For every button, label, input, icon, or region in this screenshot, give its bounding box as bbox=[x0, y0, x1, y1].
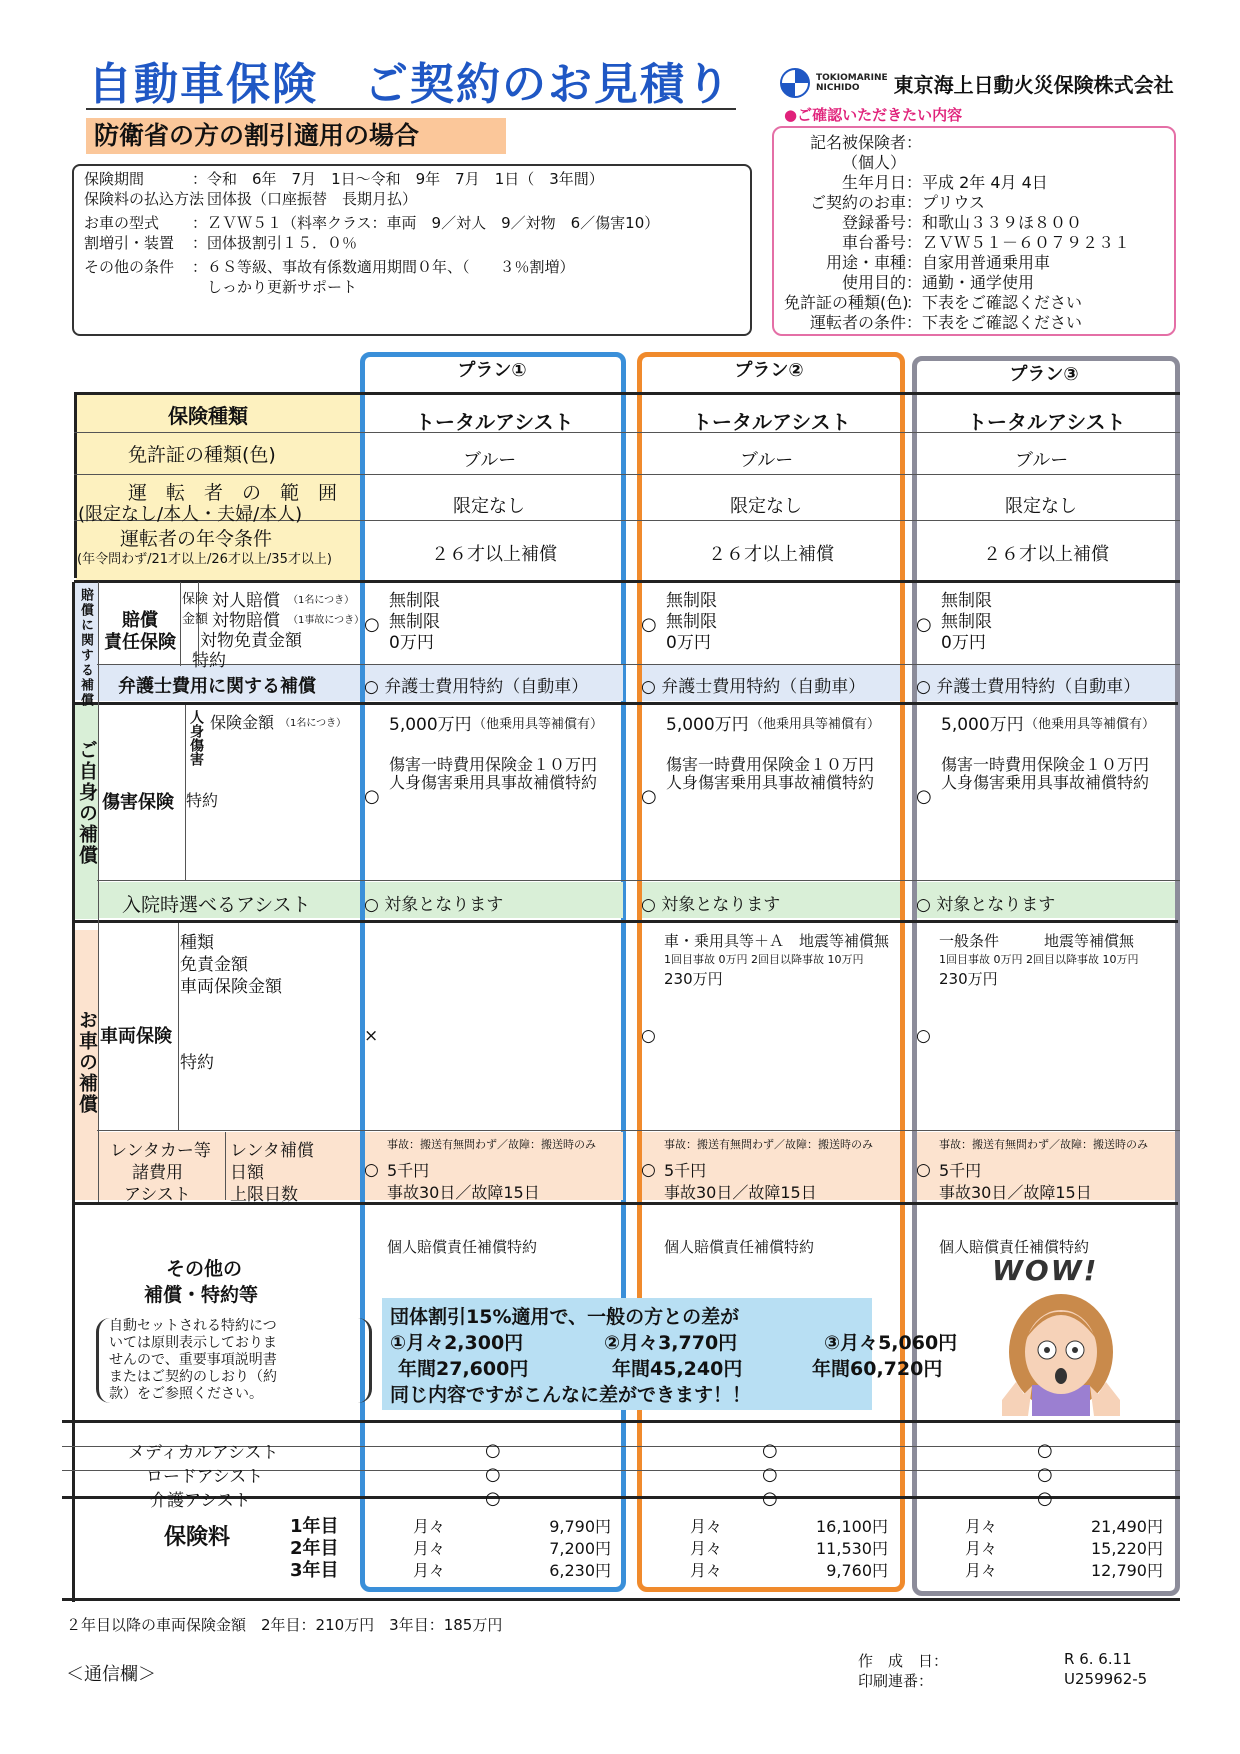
company-name: 東京海上日動火災保険株式会社 bbox=[893, 72, 1174, 97]
plan-per: 月々 bbox=[965, 1539, 998, 1558]
plan-scope: 限定なし bbox=[1005, 496, 1077, 517]
plan-rental-mark: ○ bbox=[916, 1160, 931, 1180]
plan-premium-2: 15,220円 bbox=[1091, 1539, 1163, 1558]
plan-rental-limit: 事故30日／故障15日 bbox=[387, 1183, 540, 1202]
table-border bbox=[72, 702, 1178, 705]
col-line bbox=[180, 582, 181, 666]
plan-rental-limit: 事故30日／故障15日 bbox=[664, 1183, 817, 1202]
plan-kaigo: ○ bbox=[1037, 1488, 1053, 1509]
plan-amount-note: （他乗用具等補償有） bbox=[473, 717, 604, 732]
plan-rental-day: 5千円 bbox=[387, 1161, 430, 1180]
policy-info-key: 保険期間 bbox=[84, 170, 145, 188]
plan-scope: 限定なし bbox=[730, 496, 802, 517]
promo-b1: 年間27,600円 bbox=[398, 1358, 529, 1380]
created-label: 作 成 日： bbox=[858, 1652, 949, 1670]
plan-per: 月々 bbox=[965, 1561, 998, 1580]
policy-info-key: その他の条件 bbox=[84, 258, 175, 276]
policy-info-key: 割増引・装置 bbox=[84, 234, 175, 252]
label-bengoshi: 弁護士費用に関する補償 bbox=[118, 676, 316, 697]
label-premium: 保険料 bbox=[164, 1525, 231, 1550]
plan-medical: ○ bbox=[1037, 1440, 1053, 1461]
label-liab2: 責任保険 bbox=[104, 632, 176, 653]
confirm-value: ：ＺＶＷ５１－６０７９２３１ bbox=[906, 233, 1131, 252]
plan-shougai-mark: ○ bbox=[641, 786, 657, 807]
policy-info-box bbox=[72, 164, 752, 336]
plan-taibutsu: 無制限 bbox=[389, 612, 440, 632]
plan-license: ブルー bbox=[1015, 450, 1069, 471]
plan-road: ○ bbox=[762, 1464, 778, 1485]
plan-liab-mark: ○ bbox=[641, 614, 657, 635]
policy-info-row bbox=[84, 212, 659, 233]
label-sharyo: 車両保険 bbox=[100, 1026, 172, 1047]
plan-shougai-t2: 人身傷害乗用具事故補償特約 bbox=[389, 773, 598, 792]
label-liab: 賠償 bbox=[122, 610, 158, 631]
footer-note: ２年目以降の車両保険金額 2年目：210万円 3年目：185万円 bbox=[66, 1616, 503, 1634]
plan-age: ２６才以上補償 bbox=[983, 544, 1109, 565]
plan-premium-2: 7,200円 bbox=[549, 1539, 611, 1558]
plan-per: 月々 bbox=[413, 1539, 446, 1558]
confirm-value: ：自家用普通乗用車 bbox=[906, 253, 1051, 272]
label-other1: その他の bbox=[166, 1258, 243, 1280]
other-note-line: いては原則表示しておりま bbox=[109, 1335, 277, 1351]
plan-amount: 5,000万円 bbox=[389, 715, 472, 735]
label-year2: 2年目 bbox=[290, 1538, 339, 1559]
plan-bengoshi: ○ 弁護士費用特約（自動車） bbox=[364, 677, 589, 697]
label-taibutsu-note: （1事故につき） bbox=[288, 615, 365, 626]
confirm-value: ：通勤・通学使用 bbox=[906, 273, 1035, 292]
table-border bbox=[62, 1420, 1180, 1423]
plan-amount-note: （他乗用具等補償有） bbox=[1025, 717, 1156, 732]
plan-type: トータルアシスト bbox=[415, 410, 574, 434]
label-insurance-type: 保険種類 bbox=[168, 404, 248, 428]
label-license-color: 免許証の種類(色) bbox=[128, 444, 276, 466]
label-tokuyaku3: 特約 bbox=[180, 1053, 214, 1073]
label-kingaku: 金額 bbox=[182, 612, 209, 627]
plan-menseki: 0万円 bbox=[389, 633, 434, 653]
confirm-key: 車台番号 bbox=[841, 233, 906, 252]
other-note-line: 款）をご参照ください。 bbox=[109, 1386, 263, 1402]
plan-shougai-t1: 傷害一時費用保険金１０万円 bbox=[389, 755, 598, 774]
plan-car-deduct: 1回目事故 0万円 2回目以降事故 10万円 bbox=[664, 953, 864, 966]
plan-shougai-mark: ○ bbox=[364, 786, 380, 807]
label-car-side: お車の補償 bbox=[76, 1010, 98, 1115]
label-hoken-kingaku: 保険金額 bbox=[210, 713, 275, 732]
plan-rental-mark: ○ bbox=[641, 1160, 656, 1180]
promo-a1: ①月々2,300円 bbox=[390, 1332, 524, 1354]
plan-premium-3: 9,760円 bbox=[826, 1561, 888, 1580]
table-border bbox=[74, 392, 1180, 395]
label-taibutsu: 対物賠償 bbox=[212, 611, 280, 631]
plan-other: 個人賠償責任補償特約 bbox=[387, 1238, 538, 1256]
plan-premium-1: 16,100円 bbox=[816, 1517, 888, 1536]
company-logo bbox=[780, 68, 1174, 98]
promo-b2: 年間45,240円 bbox=[612, 1358, 743, 1380]
label-shurui: 種類 bbox=[180, 933, 214, 953]
label-tokuyaku: 特約 bbox=[192, 651, 226, 671]
confirm-value: ： bbox=[906, 133, 923, 152]
serial-number: U259962-5 bbox=[1064, 1670, 1148, 1688]
plan-medical: ○ bbox=[485, 1440, 501, 1461]
policy-info-value: ：団体扱（口座振替 長期月払） bbox=[192, 190, 418, 208]
page-subtitle: 防衛省の方の割引適用の場合 bbox=[86, 118, 506, 154]
label-nichigaku: 日額 bbox=[230, 1163, 264, 1183]
plan-shougai-t1: 傷害一時費用保険金１０万円 bbox=[666, 755, 875, 774]
label-shougai: 傷害保険 bbox=[102, 792, 174, 813]
plan-taibutsu: 無制限 bbox=[941, 612, 992, 632]
promo-b3: 年間60,720円 bbox=[812, 1358, 943, 1380]
label-year3: 3年目 bbox=[290, 1560, 339, 1581]
plan-other: 個人賠償責任補償特約 bbox=[939, 1238, 1090, 1256]
label-medical: メディカルアシスト bbox=[128, 1443, 279, 1463]
label-taijin-note: （1名につき） bbox=[288, 595, 355, 606]
plan-liab-mark: ○ bbox=[364, 614, 380, 635]
table-border bbox=[62, 1598, 1180, 1601]
plan-bengoshi: ○ 弁護士費用特約（自動車） bbox=[641, 677, 866, 697]
confirm-label: ●ご確認いただきたい内容 bbox=[784, 106, 963, 124]
page-title: 自動車保険 ご契約のお見積り bbox=[88, 59, 732, 110]
label-jinshin: 人身傷害 bbox=[188, 710, 204, 766]
plan-car-amount: 230万円 bbox=[939, 970, 998, 988]
label-per-person: （1名につき） bbox=[280, 718, 347, 729]
row-line bbox=[97, 664, 1180, 665]
plan-kaigo: ○ bbox=[485, 1488, 501, 1509]
label-sharyo-kingaku: 車両保険金額 bbox=[180, 977, 282, 997]
plan-menseki: 0万円 bbox=[941, 633, 986, 653]
promo-line4: 同じ内容ですがこんなに差ができます！！ bbox=[390, 1384, 752, 1406]
plan-per: 月々 bbox=[413, 1561, 446, 1580]
label-driver-scope: 運 転 者 の 範 囲 bbox=[128, 482, 338, 504]
confirm-key: 生年月日 bbox=[841, 173, 906, 192]
plan-menseki: 0万円 bbox=[666, 633, 711, 653]
plan-rental-cond: 事故：搬送有無問わず／故障：搬送時のみ bbox=[939, 1138, 1148, 1151]
label-self-side: ご自身の補償 bbox=[76, 740, 98, 866]
label-jogen: 上限日数 bbox=[230, 1185, 298, 1205]
confirm-value: ：平成 2年 4月 4日 bbox=[906, 173, 1048, 192]
plan-license: ブルー bbox=[463, 450, 517, 471]
promo-line1: 団体割引15%適用で、一般の方との差が bbox=[390, 1306, 740, 1328]
label-road: ロードアシスト bbox=[146, 1467, 264, 1487]
confirm-key: ご契約のお車 bbox=[809, 193, 906, 212]
table-border bbox=[74, 580, 1180, 583]
col-line bbox=[178, 923, 179, 1131]
label-age-cond: 運転者の年令条件 bbox=[120, 528, 273, 550]
plan-shougai-t2: 人身傷害乗用具事故補償特約 bbox=[941, 773, 1150, 792]
plan-age: ２６才以上補償 bbox=[431, 544, 557, 565]
policy-info-value: ：令和 6年 7月 1日～令和 9年 7月 1日（ 3年間） bbox=[192, 170, 604, 188]
other-note-line: せんので、重要事項説明書 bbox=[109, 1352, 277, 1368]
other-note-line: 自動セットされる特約につ bbox=[109, 1318, 277, 1334]
label-driver-scope-sub: (限定なし/本人・夫婦/本人) bbox=[78, 504, 303, 525]
plan-type: トータルアシスト bbox=[967, 410, 1126, 434]
plan-premium-2: 11,530円 bbox=[816, 1539, 888, 1558]
plan-label: プラン③ bbox=[1009, 364, 1079, 385]
plan-rental-cond: 事故：搬送有無問わず／故障：搬送時のみ bbox=[664, 1138, 873, 1151]
label-nyuin: 入院時選べるアシスト bbox=[122, 894, 311, 916]
plan-liab-mark: ○ bbox=[916, 614, 932, 635]
label-rental3: アシスト bbox=[124, 1185, 191, 1205]
serial-label: 印刷連番： bbox=[858, 1672, 934, 1690]
label-rental-hosho: レンタ補償 bbox=[230, 1141, 314, 1161]
plan-per: 月々 bbox=[690, 1539, 723, 1558]
plan-rental-day: 5千円 bbox=[664, 1161, 707, 1180]
plan-amount: 5,000万円 bbox=[941, 715, 1024, 735]
label-liab-side: 賠償に関する補償 bbox=[78, 588, 93, 708]
confirm-value: ：和歌山３３９ほ８００ bbox=[906, 213, 1083, 232]
policy-info-key: 保険料の払込方法 bbox=[84, 190, 205, 208]
confirm-key: 免許証の種類(色) bbox=[784, 293, 909, 312]
policy-info-value: ：６Ｓ等級、事故有係数適用期間０年、（ ３％割増） bbox=[192, 258, 575, 276]
plan-rental-cond: 事故：搬送有無問わず／故障：搬送時のみ bbox=[387, 1138, 596, 1151]
table-border bbox=[72, 920, 1178, 923]
promo-a2: ②月々3,770円 bbox=[604, 1332, 738, 1354]
policy-info-row bbox=[84, 232, 357, 253]
plan-car-deduct: 1回目事故 0万円 2回目以降事故 10万円 bbox=[939, 953, 1139, 966]
plan-nyuin: ○ 対象となります bbox=[641, 895, 781, 915]
plan-shougai-t1: 傷害一時費用保険金１０万円 bbox=[941, 755, 1150, 774]
confirm-value: ：下表をご確認ください bbox=[906, 293, 1083, 312]
plan-taijin: 無制限 bbox=[666, 591, 717, 611]
confirm-value: ：プリウス bbox=[906, 193, 985, 212]
label-kaigo: 介護アシスト bbox=[150, 1491, 251, 1511]
plan-car-mark: ○ bbox=[641, 1026, 656, 1046]
label-menseki: 対物免責金額 bbox=[200, 631, 302, 651]
title-rule bbox=[86, 108, 736, 110]
plan-premium-3: 12,790円 bbox=[1091, 1561, 1163, 1580]
comm-label: ＜通信欄＞ bbox=[66, 1664, 156, 1685]
plan-car-mark: ○ bbox=[916, 1026, 931, 1046]
label-tokuyaku2: 特約 bbox=[186, 791, 219, 810]
label-age-cond-sub: (年令問わず/21才以上/26才以上/35才以上) bbox=[77, 552, 332, 567]
plan-label: プラン② bbox=[734, 360, 804, 381]
plan-other: 個人賠償責任補償特約 bbox=[664, 1238, 815, 1256]
confirm-key: 使用目的 bbox=[841, 273, 906, 292]
label-year1: 1年目 bbox=[290, 1516, 339, 1537]
surprised-woman-icon bbox=[1002, 1290, 1120, 1416]
plan-road: ○ bbox=[485, 1464, 501, 1485]
policy-info-value: ：ＺＶＷ５１（料率クラス：車両 9／対人 9／対物 6／傷害10） bbox=[192, 214, 660, 232]
plan-per: 月々 bbox=[965, 1517, 998, 1536]
plan-nyuin: ○ 対象となります bbox=[916, 895, 1056, 915]
logo-text-top: TOKIOMARINE bbox=[816, 73, 888, 83]
plan-bengoshi: ○ 弁護士費用特約（自動車） bbox=[916, 677, 1141, 697]
wow-text: WOW! bbox=[992, 1254, 1099, 1287]
plan-type: トータルアシスト bbox=[692, 410, 851, 434]
plan-per: 月々 bbox=[690, 1517, 723, 1536]
plan-car-type: 一般条件 地震等補償無 bbox=[939, 932, 1135, 950]
label-hoken: 保険 bbox=[182, 592, 209, 607]
plan-medical: ○ bbox=[762, 1440, 778, 1461]
confirm-key: （個人） bbox=[841, 153, 906, 172]
label-taijin: 対人賠償 bbox=[212, 591, 280, 611]
confirm-value: ：下表をご確認ください bbox=[906, 313, 1083, 332]
plan-car-mark: × bbox=[364, 1026, 379, 1046]
plan-car-amount: 230万円 bbox=[664, 970, 723, 988]
row-line bbox=[97, 880, 1180, 881]
confirm-row bbox=[784, 310, 1082, 333]
plan-taijin: 無制限 bbox=[941, 591, 992, 611]
plan-age: ２６才以上補償 bbox=[708, 544, 834, 565]
promo-box bbox=[382, 1298, 872, 1410]
policy-info-row bbox=[84, 256, 575, 277]
plan-amount-note: （他乗用具等補償有） bbox=[750, 717, 881, 732]
plan-amount: 5,000万円 bbox=[666, 715, 749, 735]
col-line bbox=[225, 1132, 226, 1200]
plan-scope: 限定なし bbox=[453, 496, 525, 517]
row-line bbox=[74, 474, 1180, 475]
label-rental1: レンタカー等 bbox=[110, 1141, 211, 1161]
plan-rental-mark: ○ bbox=[364, 1160, 379, 1180]
other-note-line: またはご契約のしおり（約 bbox=[109, 1369, 277, 1385]
policy-info-row bbox=[84, 188, 417, 209]
plan-shougai-mark: ○ bbox=[916, 786, 932, 807]
plan-premium-1: 9,790円 bbox=[549, 1517, 611, 1536]
logo-text-bottom: NICHIDO bbox=[816, 83, 860, 93]
plan-taibutsu: 無制限 bbox=[666, 612, 717, 632]
row-line bbox=[97, 1130, 1180, 1131]
plan-rental-day: 5千円 bbox=[939, 1161, 982, 1180]
tokio-marine-logo-icon bbox=[780, 68, 810, 98]
confirm-box bbox=[772, 126, 1176, 336]
policy-info-key: お車の型式 bbox=[84, 214, 160, 232]
plan-label: プラン① bbox=[457, 360, 527, 381]
confirm-key: 運転者の条件 bbox=[809, 313, 906, 332]
promo-a3: ③月々5,060円 bbox=[824, 1332, 958, 1354]
plan-license: ブルー bbox=[740, 450, 794, 471]
plan-premium-3: 6,230円 bbox=[549, 1561, 611, 1580]
policy-info-row bbox=[84, 168, 604, 189]
policy-info-row bbox=[84, 276, 357, 297]
other-note bbox=[96, 1318, 372, 1403]
plan-per: 月々 bbox=[690, 1561, 723, 1580]
plan-nyuin: ○ 対象となります bbox=[364, 895, 504, 915]
plan-road: ○ bbox=[1037, 1464, 1053, 1485]
plan-shougai-t2: 人身傷害乗用具事故補償特約 bbox=[666, 773, 875, 792]
created-date: R 6. 6.11 bbox=[1064, 1650, 1132, 1668]
policy-info-value: ：団体扱割引１５．０％ bbox=[192, 234, 358, 252]
policy-info-value: しっかり更新サポート bbox=[192, 278, 358, 296]
confirm-key: 記名被保険者 bbox=[809, 133, 906, 152]
label-rental2: 諸費用 bbox=[132, 1163, 183, 1183]
plan-kaigo: ○ bbox=[762, 1488, 778, 1509]
plan-per: 月々 bbox=[413, 1517, 446, 1536]
plan-car-type: 車・乗用具等＋Ａ 地震等補償無 bbox=[664, 932, 890, 950]
plan-premium-1: 21,490円 bbox=[1091, 1517, 1163, 1536]
plan-rental-limit: 事故30日／故障15日 bbox=[939, 1183, 1092, 1202]
plan-taijin: 無制限 bbox=[389, 591, 440, 611]
label-other2: 補償・特約等 bbox=[144, 1284, 259, 1306]
confirm-key: 登録番号 bbox=[841, 213, 906, 232]
confirm-key: 用途・車種 bbox=[825, 253, 906, 272]
label-menseki-kingaku: 免責金額 bbox=[180, 955, 248, 975]
